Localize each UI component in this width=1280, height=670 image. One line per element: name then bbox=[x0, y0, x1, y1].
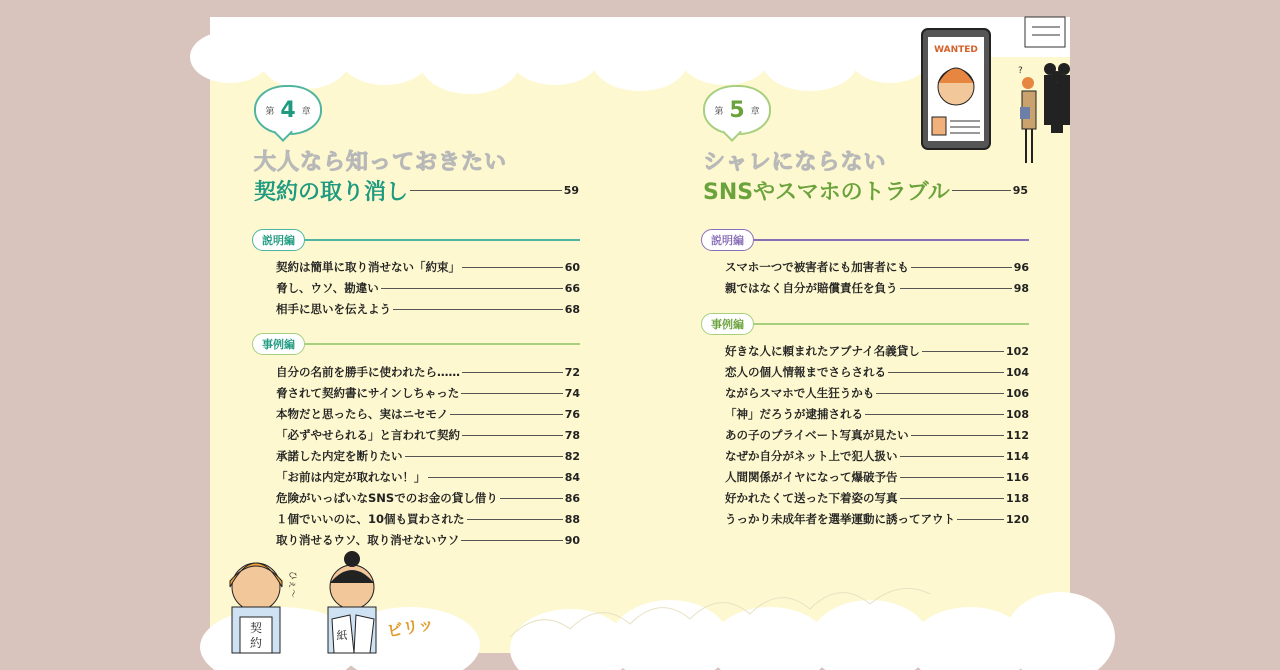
leader-line bbox=[461, 540, 562, 541]
wanted-illustration bbox=[910, 17, 1070, 167]
leader-line bbox=[865, 414, 1004, 415]
chapter-label-post: 章 bbox=[301, 106, 311, 117]
section-label: 説明編 bbox=[252, 229, 305, 251]
leader-line bbox=[900, 498, 1005, 499]
page-number: 102 bbox=[1006, 344, 1029, 358]
chapter-subtitle: シャレにならない bbox=[703, 150, 887, 175]
svg-text:ビリッ: ビリッ bbox=[385, 614, 436, 641]
entry-title: 脅されて契約書にサインしちゃった bbox=[276, 386, 460, 400]
entry-title: スマホ一つで被害者にも加害者にも bbox=[725, 260, 909, 274]
chapter-title-row[interactable] bbox=[254, 175, 579, 206]
page-number: 76 bbox=[564, 407, 580, 421]
section-header bbox=[701, 229, 1029, 251]
leader-line bbox=[911, 435, 1004, 436]
page-number: 112 bbox=[1006, 428, 1029, 442]
entry-title: なぜか自分がネット上で犯人扱い bbox=[725, 449, 898, 463]
leader-line bbox=[876, 393, 1004, 394]
page-number: 68 bbox=[564, 302, 580, 316]
page-number: 90 bbox=[564, 533, 580, 547]
chapter-label-post: 章 bbox=[750, 106, 760, 117]
entry-title: 人間関係がイヤになって爆破予告 bbox=[725, 470, 898, 484]
leader-line bbox=[922, 351, 1004, 352]
chapter-title-row[interactable] bbox=[703, 175, 1028, 206]
chapter-subtitle: 大人なら知っておきたい bbox=[254, 150, 508, 175]
toc-entry[interactable] bbox=[725, 469, 1029, 485]
leader-line bbox=[952, 190, 1011, 191]
entry-title: あの子のプライベート写真が見たい bbox=[725, 428, 909, 442]
page-number: 82 bbox=[564, 449, 580, 463]
entry-title: 好きな人に頼まれたアブナイ名義貸し bbox=[725, 344, 920, 358]
toc-entry[interactable] bbox=[276, 406, 580, 422]
entry-title: うっかり未成年者を選挙運動に誘ってアウト bbox=[725, 512, 955, 526]
chapter-label-pre: 第 bbox=[714, 106, 724, 117]
page-number: 114 bbox=[1006, 449, 1029, 463]
svg-text:紙: 紙 bbox=[336, 629, 348, 642]
page-number: 74 bbox=[564, 386, 580, 400]
toc-entry[interactable] bbox=[725, 490, 1029, 506]
svg-text:約: 約 bbox=[249, 636, 263, 650]
entry-title: 承諾した内定を断りたい bbox=[276, 449, 403, 463]
left-paper-text: 契 bbox=[249, 621, 263, 635]
chapter-title: SNSやスマホのトラブル bbox=[703, 180, 950, 205]
page-number: 86 bbox=[564, 491, 580, 505]
chapter-label-pre: 第 bbox=[265, 106, 275, 117]
entry-title: 「神」だろうが逮捕される bbox=[725, 407, 863, 421]
page-number: 116 bbox=[1006, 470, 1029, 484]
page-number: 104 bbox=[1006, 365, 1029, 379]
toc-entry[interactable] bbox=[276, 448, 580, 464]
entry-title: 「必ずやせられる」と言われて契約 bbox=[276, 428, 460, 442]
section-line bbox=[754, 239, 1029, 241]
toc-entry[interactable] bbox=[276, 511, 580, 527]
entry-title: 「お前は内定が取れない！」 bbox=[276, 470, 426, 484]
section-label: 説明編 bbox=[701, 229, 754, 251]
leader-line bbox=[450, 414, 562, 415]
chapter-number: 5 bbox=[729, 97, 745, 123]
page-number: 96 bbox=[1013, 260, 1029, 274]
entry-title: 自分の名前を勝手に使われたら…… bbox=[276, 365, 460, 379]
page-number: 59 bbox=[563, 184, 579, 197]
entry-title: 恋人の個人情報までさらされる bbox=[725, 365, 886, 379]
section-header bbox=[252, 333, 580, 355]
page-number: 88 bbox=[564, 512, 580, 526]
toc-entry[interactable] bbox=[276, 385, 580, 401]
entry-title: ながらスマホで人生狂うかも bbox=[725, 386, 875, 400]
page-number: 98 bbox=[1013, 281, 1029, 295]
toc-entry[interactable] bbox=[725, 343, 1029, 359]
entry-title: 相手に思いを伝えよう bbox=[276, 302, 391, 316]
entry-title: 本物だと思ったら、実はニセモノ bbox=[276, 407, 449, 421]
page-number: 118 bbox=[1006, 491, 1029, 505]
page-number: 106 bbox=[1006, 386, 1029, 400]
page-number: 66 bbox=[564, 281, 580, 295]
leader-line bbox=[393, 309, 563, 310]
toc-entry[interactable] bbox=[276, 280, 580, 296]
leader-line bbox=[500, 498, 563, 499]
svg-text:ひぇ〜: ひぇ〜 bbox=[287, 571, 297, 599]
page-number: 78 bbox=[564, 428, 580, 442]
page-number: 60 bbox=[564, 260, 580, 274]
leader-line bbox=[461, 393, 562, 394]
toc-entry[interactable] bbox=[276, 469, 580, 485]
svg-text:?: ? bbox=[1018, 66, 1023, 76]
leader-line bbox=[428, 477, 563, 478]
section-header bbox=[252, 229, 580, 251]
page-number: 95 bbox=[1012, 184, 1028, 197]
entry-title: 契約は簡単に取り消せない「約束」 bbox=[276, 260, 460, 274]
girls-illustration bbox=[210, 547, 436, 653]
chapter-title: 契約の取り消し bbox=[254, 180, 409, 205]
leader-line bbox=[462, 435, 563, 436]
toc-entry[interactable] bbox=[276, 532, 580, 548]
section-label: 事例編 bbox=[701, 313, 754, 335]
leader-line bbox=[900, 456, 1005, 457]
chapter-number: 4 bbox=[280, 97, 296, 123]
entry-title: 好かれたくて送った下着姿の写真 bbox=[725, 491, 898, 505]
toc-entry[interactable] bbox=[725, 427, 1029, 443]
page-number: 84 bbox=[564, 470, 580, 484]
section-line bbox=[305, 239, 580, 241]
page-number: 120 bbox=[1006, 512, 1029, 526]
page-number: 108 bbox=[1006, 407, 1029, 421]
entry-title: 取り消せるウソ、取り消せないウソ bbox=[276, 533, 460, 547]
wanted-text: WANTED bbox=[934, 45, 978, 55]
section-line bbox=[754, 323, 1029, 325]
toc-entry[interactable] bbox=[276, 259, 580, 275]
entry-title: １個でいいのに、10個も買わされた bbox=[276, 512, 465, 526]
toc-entry[interactable] bbox=[725, 511, 1029, 527]
book-spread bbox=[210, 17, 1070, 653]
toc-entry[interactable] bbox=[276, 490, 580, 506]
entry-title: 危険がいっぱいなSNSでのお金の貸し借り bbox=[276, 491, 498, 505]
section-header bbox=[701, 313, 1029, 335]
page-number: 72 bbox=[564, 365, 580, 379]
entry-title: 親ではなく自分が賠償責任を負う bbox=[725, 281, 898, 295]
toc-entry[interactable] bbox=[725, 280, 1029, 296]
leader-line bbox=[467, 519, 563, 520]
toc-entry[interactable] bbox=[276, 427, 580, 443]
leader-line bbox=[900, 477, 1005, 478]
toc-entry[interactable] bbox=[276, 364, 580, 380]
toc-entry[interactable] bbox=[725, 364, 1029, 380]
leader-line bbox=[911, 267, 1012, 268]
toc-entry[interactable] bbox=[276, 301, 580, 317]
leader-line bbox=[888, 372, 1004, 373]
entry-title: 脅し、ウソ、勘違い bbox=[276, 281, 379, 295]
leader-line bbox=[381, 288, 563, 289]
section-label: 事例編 bbox=[252, 333, 305, 355]
leader-line bbox=[462, 267, 563, 268]
section-line bbox=[305, 343, 580, 345]
leader-line bbox=[900, 288, 1012, 289]
leader-line bbox=[405, 456, 563, 457]
toc-entry[interactable] bbox=[725, 448, 1029, 464]
leader-line bbox=[462, 372, 563, 373]
leader-line bbox=[410, 190, 562, 191]
toc-entry[interactable] bbox=[725, 385, 1029, 401]
leader-line bbox=[957, 519, 1004, 520]
toc-entry[interactable] bbox=[725, 406, 1029, 422]
toc-entry[interactable] bbox=[725, 259, 1029, 275]
